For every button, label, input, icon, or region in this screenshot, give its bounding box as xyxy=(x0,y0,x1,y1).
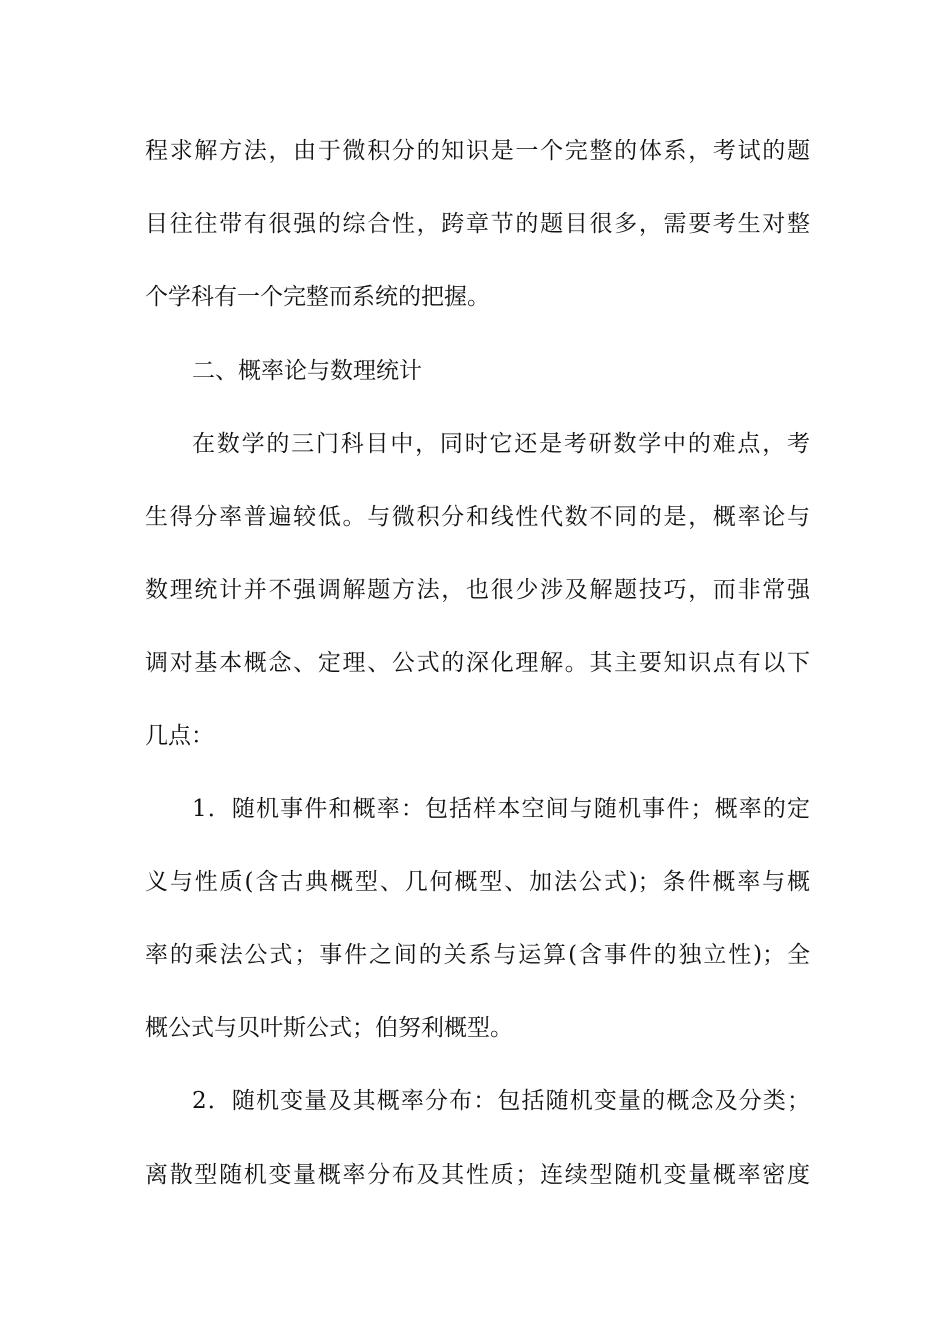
body-text-line: 生得分率普遍较低。与微积分和线性代数不同的是，概率论与 xyxy=(145,504,810,530)
list-item-2-line: 离散型随机变量概率分布及其性质；连续型随机变量概率密度 xyxy=(145,1162,810,1188)
list-item-1-line: 率的乘法公式；事件之间的关系与运算(含事件的独立性)；全 xyxy=(145,942,810,968)
list-item-1-line: 概公式与贝叶斯公式；伯努利概型。 xyxy=(145,1015,513,1041)
section-heading: 二、概率论与数理统计 xyxy=(192,358,422,384)
list-item-1-line: 义与性质(含古典概型、几何概型、加法公式)；条件概率与概 xyxy=(145,869,810,895)
body-text-line: 调对基本概念、定理、公式的深化理解。其主要知识点有以下 xyxy=(145,650,810,676)
list-item-1-line: 1．随机事件和概率：包括样本空间与随机事件；概率的定 xyxy=(192,796,810,822)
body-text-line: 目往往带有很强的综合性，跨章节的题目很多，需要考生对整 xyxy=(145,211,810,237)
body-text-line: 在数学的三门科目中，同时它还是考研数学中的难点，考 xyxy=(192,431,810,457)
body-text-line: 几点： xyxy=(145,723,214,749)
list-item-2-line: 2．随机变量及其概率分布：包括随机变量的概念及分类； xyxy=(192,1088,810,1114)
body-text-line: 个学科有一个完整而系统的把握。 xyxy=(145,284,490,310)
body-text-line: 数理统计并不强调解题方法，也很少涉及解题技巧，而非常强 xyxy=(145,577,810,603)
body-text-line: 程求解方法，由于微积分的知识是一个完整的体系，考试的题 xyxy=(145,138,810,164)
